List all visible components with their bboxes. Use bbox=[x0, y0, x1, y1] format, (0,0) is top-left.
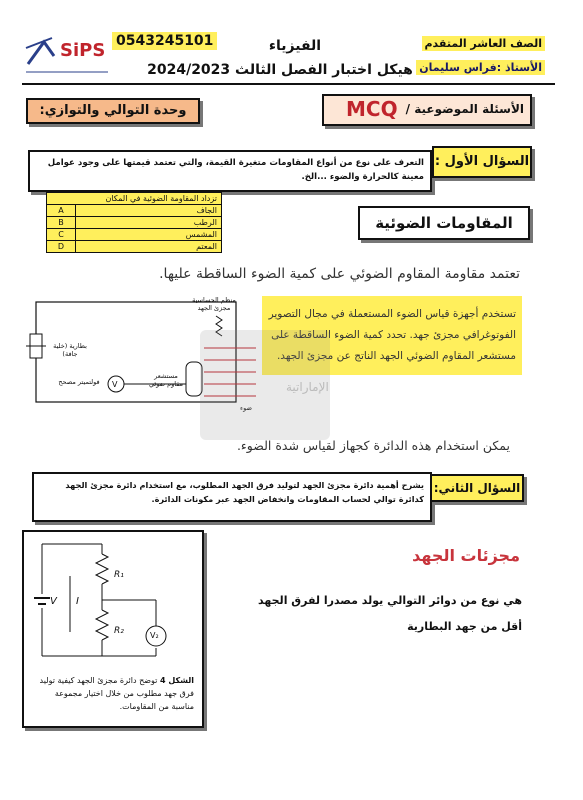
table-row bbox=[47, 205, 222, 217]
label-r2: R₂ bbox=[114, 626, 124, 636]
phone-number: 0543245101 bbox=[112, 32, 217, 50]
table-header: تزداد المقاومة الضوئية في المكان bbox=[47, 193, 222, 205]
label-v: V bbox=[50, 596, 57, 607]
mcq-badge: MCQ bbox=[346, 97, 398, 121]
label-v2: V₂ bbox=[150, 631, 159, 640]
divider-caption bbox=[30, 674, 194, 713]
label-sensor: مستشعر مقاوم ضوئي bbox=[148, 372, 184, 388]
mcq-header bbox=[322, 94, 532, 126]
label-pot: منظم الحساسية مجزئ الجهد bbox=[192, 296, 236, 312]
watermark-text: الإماراتية bbox=[286, 380, 329, 394]
table-row bbox=[47, 217, 222, 229]
ldr-section-title: المقاومات الضوئية bbox=[358, 206, 530, 240]
option-text: المعتم bbox=[76, 241, 222, 253]
label-battery: بطارية (خلية جافة) bbox=[53, 342, 87, 358]
subject-title: الفيزياء bbox=[268, 38, 322, 54]
divider-def-line2: أقل من جهد البطارية bbox=[407, 620, 522, 633]
logo-text: SiPS bbox=[60, 40, 106, 61]
option-letter: D bbox=[47, 241, 76, 253]
caption-figure-number: الشكل 4 bbox=[159, 676, 194, 685]
label-voltmeter: فولتميتر مصحح bbox=[58, 378, 100, 386]
svg-text:V: V bbox=[112, 380, 118, 389]
q1-label: السؤال الأول : bbox=[432, 146, 532, 178]
ldr-footer-text: يمكن استخدام هذه الدائرة كجهاز لقياس شدة الضوء. bbox=[236, 438, 510, 453]
ldr-lead-text: تعتمد مقاومة المقاوم الضوئي على كمية الضوء الساقطة عليها. bbox=[159, 266, 520, 282]
ldr-note: تستخدم أجهزة قياس الضوء المستعملة في مجال التصوير الفوتوغرافي مجزئ جهد. تحدد كمية الضوء الساقطة على مستشعر المقاوم الضوئي الجهد الناتج عن مجزئ الجهد. bbox=[262, 296, 522, 375]
mcq-label: الأسئلة الموضوعية / bbox=[405, 102, 524, 116]
option-text: المشمس bbox=[76, 229, 222, 241]
divider-title: مجزئات الجهد bbox=[412, 546, 520, 565]
grade-label: الصف العاشر المتقدم bbox=[422, 36, 546, 51]
label-light: ضوء bbox=[240, 404, 252, 412]
option-text: الرطب bbox=[76, 217, 222, 229]
divider-def-line1: هي نوع من دوائر التوالي يولد مصدرا لفرق الجهد bbox=[258, 594, 522, 607]
mcq-options-table bbox=[46, 192, 222, 253]
exam-title: هيكل اختبار الفصل الثالث 2024/2023 bbox=[147, 62, 413, 78]
option-letter: B bbox=[47, 217, 76, 229]
caption-text: توضح دائرة مجزئ الجهد كيفية توليد فرق جهد مطلوب من خلال اختيار مجموعة مناسبة من المقاومات. bbox=[39, 676, 194, 711]
table-row bbox=[47, 241, 222, 253]
label-r1: R₁ bbox=[114, 570, 124, 580]
unit-title: وحدة التوالي والتوازي: bbox=[26, 98, 200, 124]
option-text: الجاف bbox=[76, 205, 222, 217]
q1-text: التعرف على نوع من أنواع المقاومات متغيرة القيمة، والتي تعتمد قيمتها على وجود عوامل معينة كالحرارة والضوء ...الخ. bbox=[28, 150, 432, 192]
q2-text: يشرح أهمية دائرة مجزئ الجهد لتوليد فرق الجهد المطلوب، مع استخدام دائرة مجزئ الجهد كدائرة توالي لحساب المقاومات وانخفاض الجهد عبر مكونات الدائرة. bbox=[32, 472, 432, 522]
option-letter: A bbox=[47, 205, 76, 217]
label-i: I bbox=[76, 596, 79, 607]
table-row bbox=[47, 229, 222, 241]
header-rule bbox=[22, 83, 555, 85]
q2-label: السؤال الثاني: bbox=[430, 474, 524, 502]
logo bbox=[24, 34, 110, 76]
option-letter: C bbox=[47, 229, 76, 241]
teacher-label: الأستاذ :فراس سليمان bbox=[416, 60, 545, 75]
